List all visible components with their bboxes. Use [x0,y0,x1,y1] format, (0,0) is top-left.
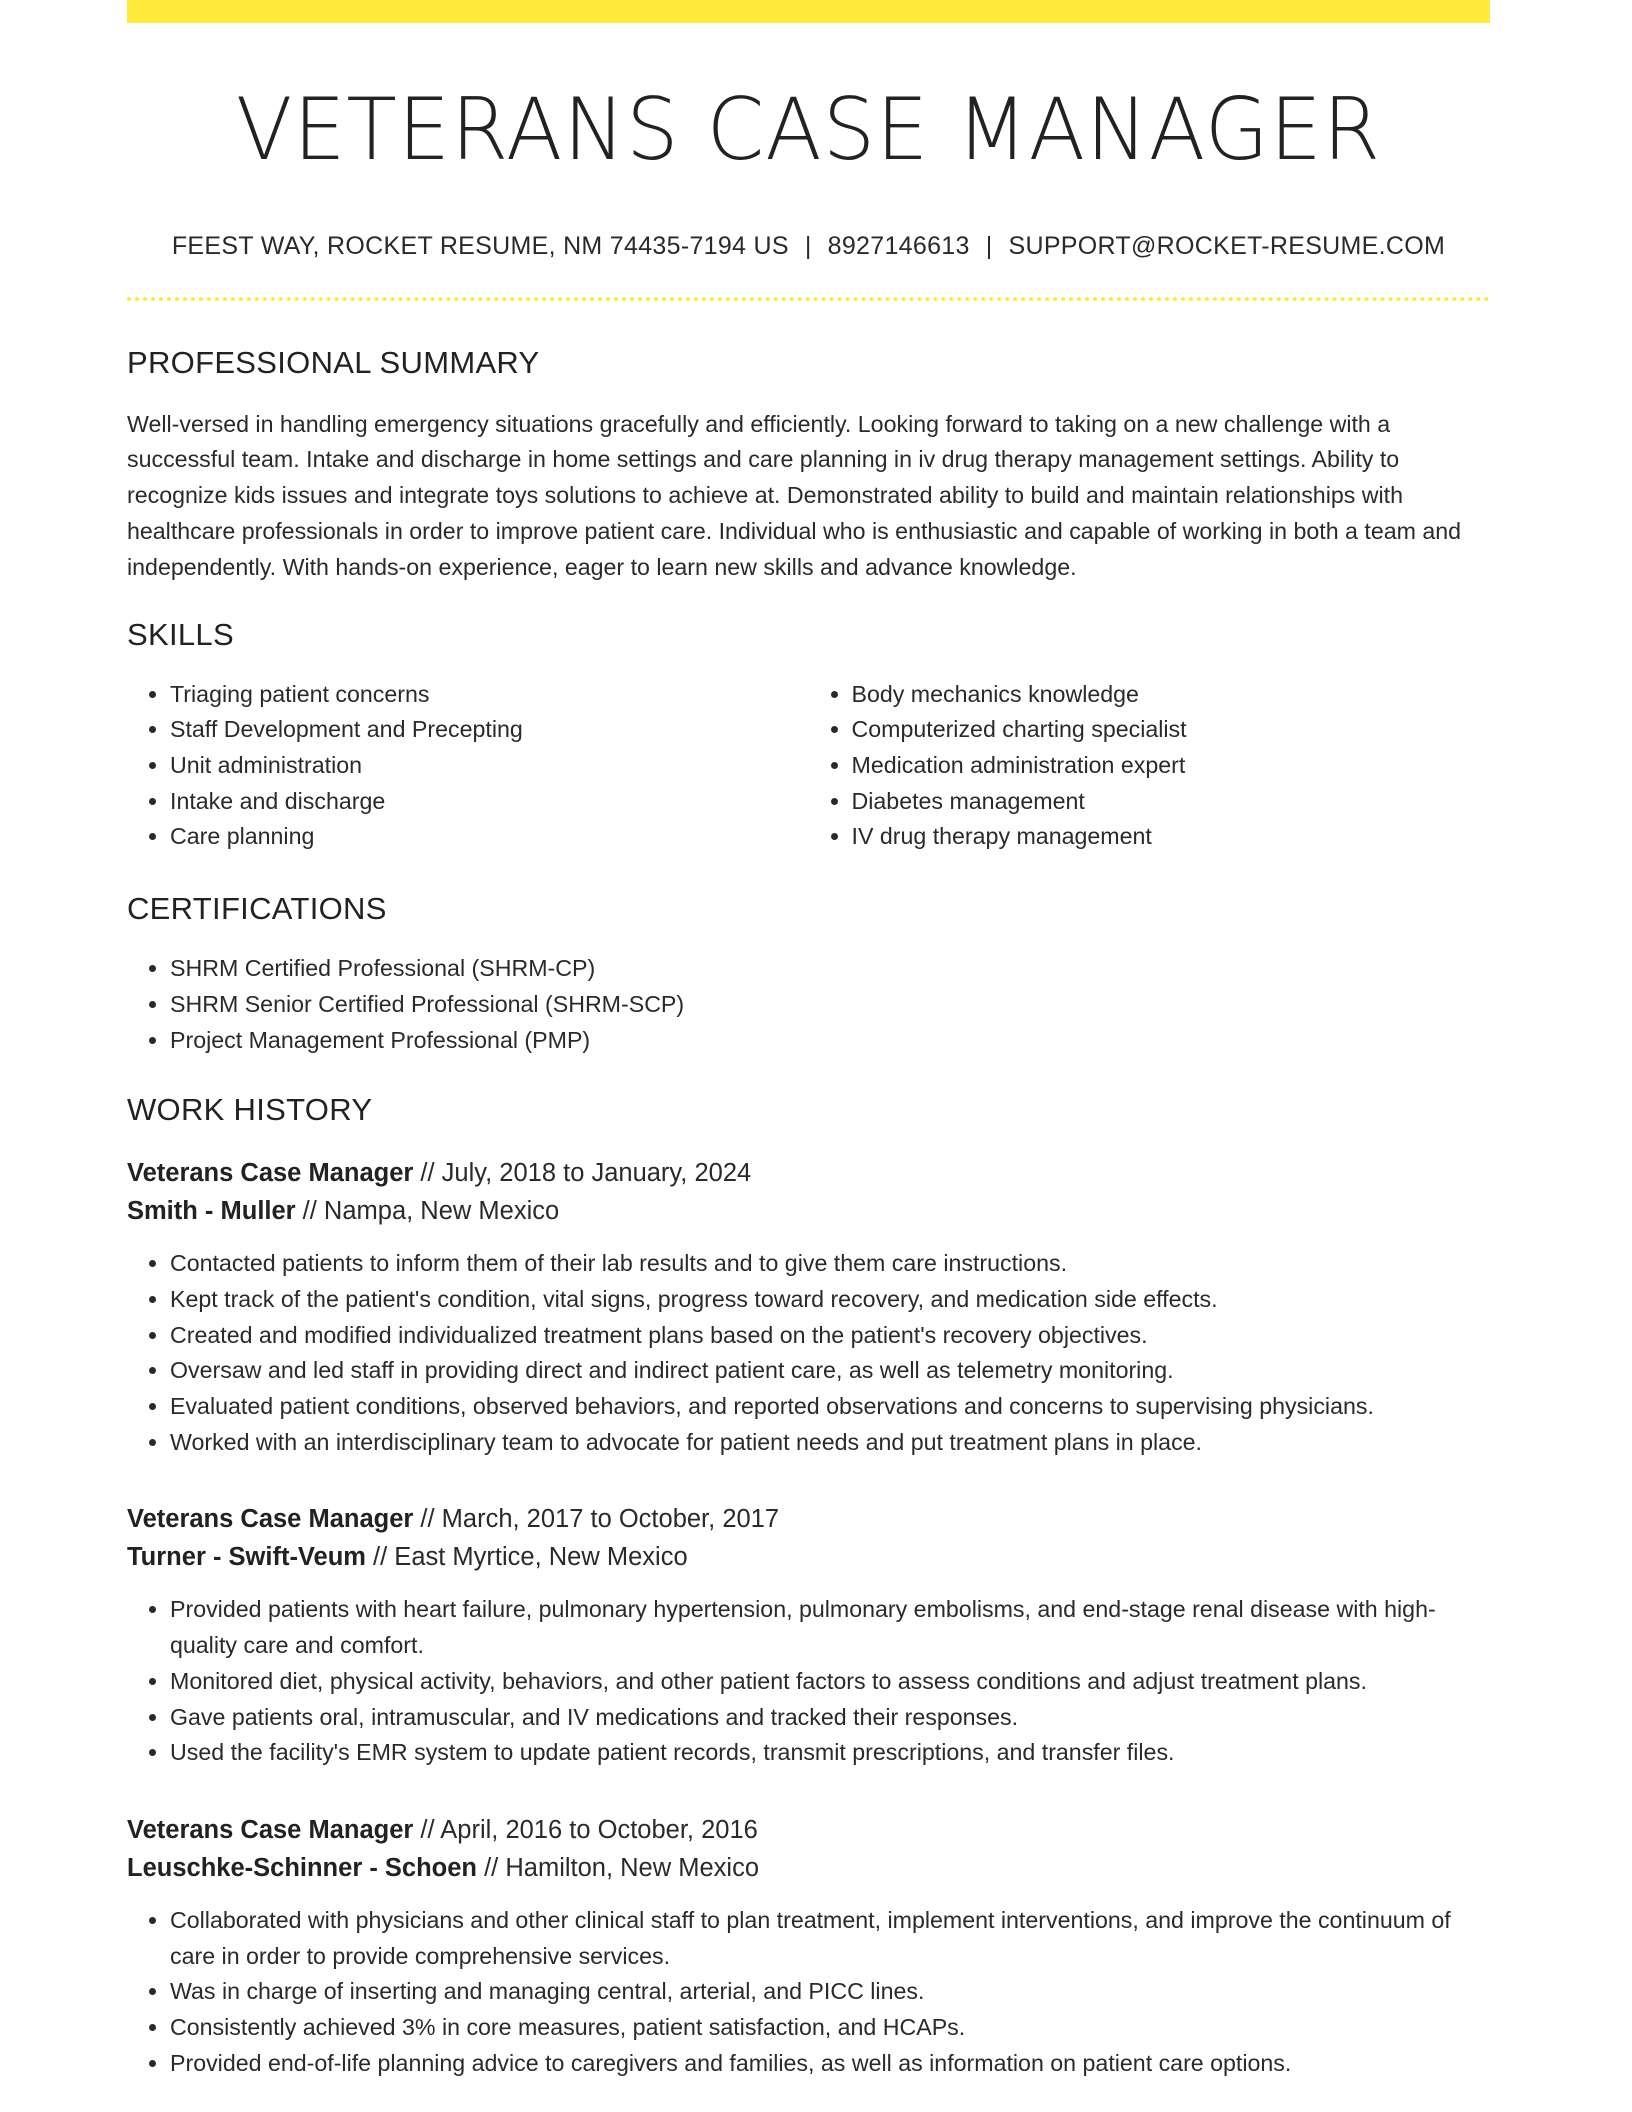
job-duty: • Collaborated with physicians and other clinical staff to plan treatment, implement interventions, and improve the continuum of care in order to provide comprehensive services. [170,1903,1490,1974]
job-duty: • Used the facility's EMR system to update patient records, transmit prescriptions, and transfer files. [170,1735,1490,1771]
job-company: Turner - Swift-Veum [127,1543,366,1572]
certifications-heading: CERTIFICATIONS [127,891,387,927]
skill-item: • Body mechanics knowledge [852,677,1491,713]
summary-heading: PROFESSIONAL SUMMARY [127,344,540,380]
job-location: // Hamilton, New Mexico [477,1853,760,1882]
contact-separator: | [804,231,812,260]
contact-separator: | [985,231,993,260]
job-company: Leuschke-Schinner - Schoen [127,1853,478,1882]
job-duty: • Monitored diet, physical activity, behaviors, and other patient factors to assess conditions and adjust treatment plans. [170,1664,1490,1700]
skill-item: • Care planning [170,819,809,855]
job-duty: • Created and modified individualized treatment plans based on the patient's recovery objectives. [170,1318,1490,1354]
skill-item: • Staff Development and Precepting [170,712,809,748]
job-entry [127,1500,1490,1771]
job-duties-list [127,1903,1490,2082]
resume-page [127,0,1490,2081]
skills-heading: SKILLS [127,616,234,652]
certifications-list [127,951,1490,1058]
contact-line [127,232,1490,261]
skill-item: • Medication administration expert [852,748,1491,784]
job-company-line [127,1538,1490,1576]
job-dates: // July, 2018 to January, 2024 [413,1159,752,1188]
job-company-line [127,1849,1490,1887]
contact-address: FEEST WAY, ROCKET RESUME, NM 74435-7194 US [171,231,789,260]
job-role: Veterans Case Manager [127,1815,414,1844]
job-duty: • Oversaw and led staff in providing direct and indirect patient care, as well as telemetry monitoring. [170,1353,1490,1389]
job-duty: • Contacted patients to inform them of their lab results and to give them care instructions. [170,1246,1490,1282]
job-duty: • Worked with an interdisciplinary team to advocate for patient needs and put treatment plans in place. [170,1425,1490,1461]
job-role: Veterans Case Manager [127,1159,414,1188]
contact-email: SUPPORT@ROCKET-RESUME.COM [1008,231,1446,260]
work-history-heading: WORK HISTORY [127,1092,373,1128]
job-duty: • Was in charge of inserting and managing central, arterial, and PICC lines. [170,1974,1490,2010]
certification-item: • SHRM Senior Certified Professional (SHRM-SCP) [170,987,1490,1023]
job-duties-list [127,1246,1490,1460]
job-company: Smith - Muller [127,1197,296,1226]
skills-column-left [127,677,809,856]
top-accent-bar [127,0,1490,23]
skills-column-right [809,677,1491,856]
skill-item: • Computerized charting specialist [852,712,1491,748]
skills-list [127,677,1490,856]
job-location: // Nampa, New Mexico [295,1197,560,1226]
job-duty: • Kept track of the patient's condition, vital signs, progress toward recovery, and medication side effects. [170,1282,1490,1318]
job-duty: • Provided end-of-life planning advice to caregivers and families, as well as information on patient care options. [170,2046,1490,2082]
job-dates: // April, 2016 to October, 2016 [413,1815,758,1844]
job-entry [127,1811,1490,2082]
skill-item: • Diabetes management [852,784,1491,820]
resume-title: VETERANS CASE MANAGER [235,80,1382,180]
job-company-line [127,1192,1490,1230]
job-entry [127,1154,1490,1460]
job-location: // East Myrtice, New Mexico [365,1543,688,1572]
contact-phone: 8927146613 [827,231,970,260]
job-duty: • Consistently achieved 3% in core measures, patient satisfaction, and HCAPs. [170,2010,1490,2046]
skill-item: • IV drug therapy management [852,819,1491,855]
skill-item: • Unit administration [170,748,809,784]
job-dates: // March, 2017 to October, 2017 [413,1505,780,1534]
job-role: Veterans Case Manager [127,1505,414,1534]
job-role-line [127,1811,1490,1849]
job-duty: • Provided patients with heart failure, pulmonary hypertension, pulmonary embolisms, and end-stage renal disease with high-quality care and comfort. [170,1592,1490,1663]
certification-item: • Project Management Professional (PMP) [170,1023,1490,1059]
job-duty: • Gave patients oral, intramuscular, and IV medications and tracked their responses. [170,1700,1490,1736]
skill-item: • Intake and discharge [170,784,809,820]
certification-item: • SHRM Certified Professional (SHRM-CP) [170,951,1490,987]
job-duty: • Evaluated patient conditions, observed behaviors, and reported observations and concerns to supervising physicians. [170,1389,1490,1425]
job-duties-list [127,1592,1490,1771]
skill-item: • Triaging patient concerns [170,677,809,713]
job-role-line [127,1154,1490,1192]
job-role-line [127,1500,1490,1538]
summary-text: Well-versed in handling emergency situations gracefully and efficiently. Looking forward to taking on a new challenge with a successful team. Intake and discharge in home settings and care planning in iv drug therapy management settings. Ability to recognize kids issues and integrate toys solutions to achieve at. Demonstrated ability to build and maintain relationships with healthcare professionals in order to improve patient care. Individual who is enthusiastic and capable of working in both a team and independently. With hands-on experience, eager to learn new skills and advance knowledge. [127,410,1462,580]
header-divider [127,297,1490,301]
